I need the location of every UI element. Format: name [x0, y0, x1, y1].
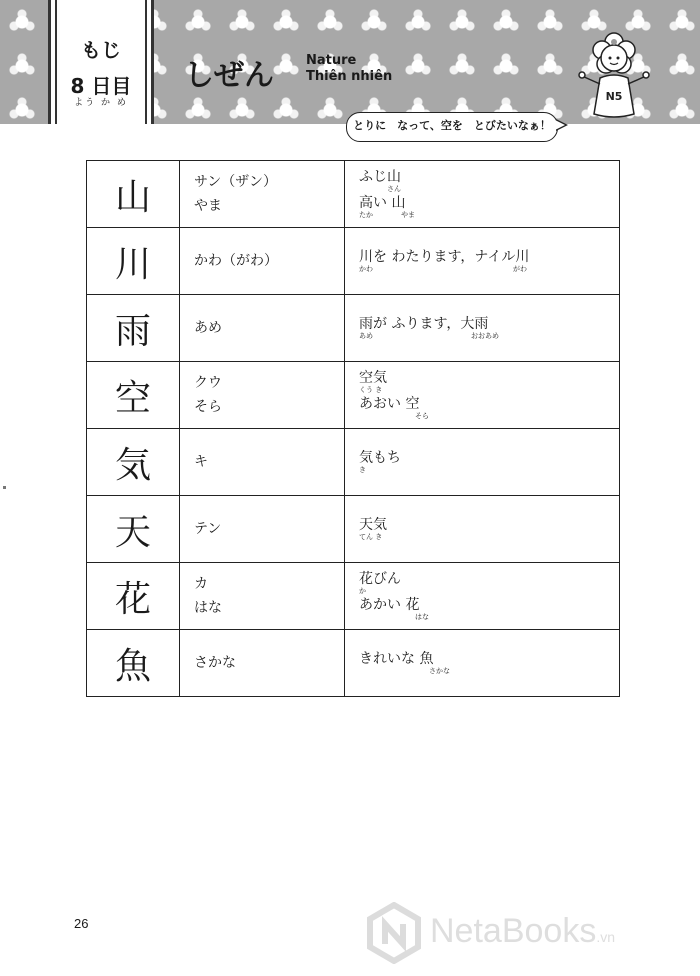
example-text: 雨が ふります，大雨	[359, 316, 489, 332]
furigana: さん	[387, 185, 401, 193]
example-word	[359, 369, 619, 395]
kanji-character: 魚	[87, 630, 180, 697]
furigana: さかな	[429, 667, 450, 675]
example-word	[359, 516, 619, 542]
example-text: ふじ山	[359, 169, 401, 185]
reading: さかな	[194, 655, 236, 671]
kanji-row	[87, 429, 620, 496]
example-text: きれいな 魚	[359, 651, 434, 667]
kanji-readings	[180, 362, 345, 429]
page-number: 26	[74, 916, 89, 931]
lesson-tag	[48, 0, 154, 124]
reading: キ	[194, 454, 208, 470]
furigana: たか	[359, 211, 373, 219]
kanji-character: 天	[87, 496, 180, 563]
watermark-text: NetaBooks	[430, 912, 597, 950]
reading: サン（ザン）	[194, 174, 278, 190]
reading: カ	[194, 576, 208, 592]
kanji-row	[87, 630, 620, 697]
mascot-badge: N5	[605, 90, 623, 103]
kanji-readings	[180, 496, 345, 563]
example-word	[359, 248, 619, 274]
kanji-examples	[345, 362, 620, 429]
kanji-row	[87, 563, 620, 630]
kanji-readings	[180, 563, 345, 630]
furigana: やま	[401, 211, 415, 219]
reading: やま	[194, 198, 222, 214]
reading: かわ（がわ）	[194, 253, 278, 269]
logo-hexagon-icon	[366, 902, 422, 964]
kanji-examples	[345, 563, 620, 630]
title-english: Nature	[306, 53, 357, 68]
watermark-logo	[366, 902, 684, 964]
kanji-character: 雨	[87, 295, 180, 362]
kanji-row	[87, 295, 620, 362]
kanji-examples	[345, 295, 620, 362]
furigana: おおあめ	[471, 332, 499, 340]
reading: そら	[194, 399, 222, 415]
example-word	[359, 194, 619, 220]
kanji-examples	[345, 228, 620, 295]
reading: はな	[194, 600, 222, 616]
example-text: 空気	[359, 370, 387, 386]
kanji-examples	[345, 630, 620, 697]
furigana: そら	[415, 412, 429, 420]
example-text: あかい 花	[359, 597, 420, 613]
example-word	[359, 596, 619, 622]
kanji-row	[87, 228, 620, 295]
example-word	[359, 168, 619, 194]
furigana: くう き	[359, 386, 383, 394]
example-word	[359, 570, 619, 596]
example-text: 川を わたります，ナイル川	[359, 249, 530, 265]
example-word	[359, 650, 619, 676]
title-vietnamese: Thiên nhiên	[306, 69, 393, 84]
reading: テン	[194, 521, 222, 537]
day-label: 8 日目	[70, 74, 132, 98]
kanji-character: 空	[87, 362, 180, 429]
margin-mark	[3, 486, 6, 489]
kanji-examples	[345, 429, 620, 496]
kanji-readings	[180, 295, 345, 362]
mascot-icon	[574, 28, 654, 124]
kanji-examples	[345, 161, 620, 228]
furigana: き	[359, 466, 366, 474]
kanji-character: 山	[87, 161, 180, 228]
section-label: もじ	[81, 38, 121, 62]
reading: クウ	[194, 375, 222, 391]
example-text: 天気	[359, 517, 387, 533]
day-ruby: よう か め	[74, 98, 128, 108]
kanji-character: 川	[87, 228, 180, 295]
kanji-readings	[180, 429, 345, 496]
page-title: しぜん	[184, 58, 274, 93]
example-word	[359, 449, 619, 475]
furigana: はな	[415, 613, 429, 621]
furigana: がわ	[513, 265, 527, 273]
kanji-table	[86, 160, 620, 697]
example-text: あおい 空	[359, 396, 420, 412]
kanji-table-body	[87, 161, 620, 697]
kanji-character: 気	[87, 429, 180, 496]
kanji-readings	[180, 630, 345, 697]
speech-bubble	[346, 112, 558, 142]
furigana: てん き	[359, 533, 383, 541]
example-word	[359, 315, 619, 341]
reading: あめ	[194, 320, 222, 336]
example-text: 花びん	[359, 571, 401, 587]
kanji-row	[87, 496, 620, 563]
kanji-row	[87, 362, 620, 429]
kanji-examples	[345, 496, 620, 563]
kanji-character: 花	[87, 563, 180, 630]
example-word	[359, 395, 619, 421]
example-text: 高い 山	[359, 195, 406, 211]
speech-text: とりに なって、空を とびたいなぁ！	[353, 119, 551, 132]
watermark-suffix: .vn	[596, 929, 616, 945]
example-text: 気もち	[359, 450, 401, 466]
kanji-readings	[180, 161, 345, 228]
furigana: か	[359, 587, 366, 595]
furigana: あめ	[359, 332, 373, 340]
kanji-readings	[180, 228, 345, 295]
kanji-row	[87, 161, 620, 228]
furigana: かわ	[359, 265, 373, 273]
